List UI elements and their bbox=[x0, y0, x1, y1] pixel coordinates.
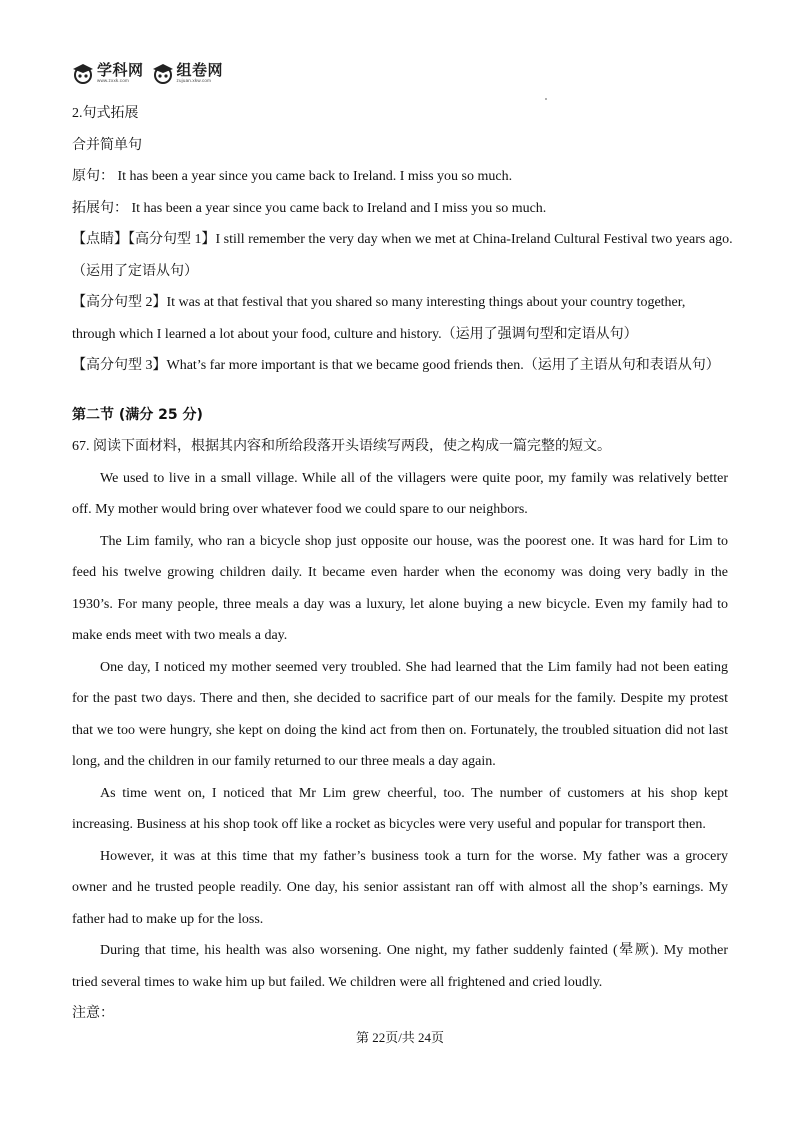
graduation-cap-icon bbox=[72, 62, 94, 84]
paragraph-line: long, and the children in our family returned to our three meals a day again. bbox=[72, 754, 496, 769]
pattern-note: （运用了定语从句） bbox=[72, 263, 198, 279]
subheading: 合并简单句 bbox=[72, 137, 142, 153]
sentence-pattern-3: 【高分句型 3】What’s far more important is that we became good friends then.（运用了主语从句和表语从句） bbox=[72, 358, 720, 373]
original-sentence: 原句： It has been a year since you came back to Ireland. I miss you so much. bbox=[72, 169, 513, 184]
paragraph-line: for the past two days. There and then, she decided to sacrifice part of our meals for the family. Despite my protest bbox=[72, 691, 728, 706]
note-label: 注意： bbox=[72, 1006, 114, 1021]
paragraph-line: During that time, his health was also worsening. One night, my father suddenly fainted (晕厥). My mother bbox=[100, 943, 728, 958]
paragraph-line: The Lim family, who ran a bicycle shop just opposite our house, was the poorest one. It was hard for Lim to bbox=[100, 533, 728, 549]
expanded-sentence: 拓展句： It has been a year since you came back to Ireland and I miss you so much. bbox=[72, 200, 547, 216]
paragraph-line: 1930’s. For many people, three meals a day was a luxury, let alone buying a new bicycle. Even my family had to bbox=[72, 596, 728, 612]
paragraph-line: We used to live in a small village. While all of the villagers were quite poor, my family was relatively better bbox=[100, 470, 728, 486]
xuekewang-logo bbox=[72, 62, 144, 84]
sentence-pattern-2-cont: through which I learned a lot about your food, culture and history.（运用了强调句型和定语从句） bbox=[72, 326, 638, 342]
header-logos bbox=[72, 58, 223, 88]
paragraph-line: father had to make up for the loss. bbox=[72, 911, 264, 927]
section-title: 第二节 (满分 25 分) bbox=[72, 406, 203, 423]
paragraph-line: feed his twelve growing children daily. It became even harder when the economy was doing very badly in the bbox=[72, 565, 728, 580]
logo-name: 组卷网 bbox=[176, 60, 224, 79]
section-heading: 2.句式拓展 bbox=[72, 106, 139, 121]
paragraph-line: make ends meet with two meals a day. bbox=[72, 628, 288, 643]
sentence-pattern-1: 【点睛】【高分句型 1】I still remember the very day when we met at China-Ireland Cultural Festival two years ago. bbox=[72, 232, 733, 247]
page-number: 第 22页/共 24页 bbox=[355, 1030, 445, 1045]
question-instruction: 67. 阅读下面材料，根据其内容和所给段落开头语续写两段，使之构成一篇完整的短文。 bbox=[72, 439, 611, 454]
graduation-cap-icon bbox=[152, 62, 174, 84]
zujuanwang-logo bbox=[152, 62, 224, 84]
paragraph-line: that we too were hungry, she kept on doing the kind act from then on. Fortunately, the troubled situation did not last bbox=[72, 722, 728, 738]
paragraph-line: increasing. Business at his shop took off like a rocket as bicycles were very useful and popular for transport then. bbox=[72, 817, 706, 832]
sentence-pattern-2: 【高分句型 2】It was at that festival that you shared so many interesting things about your country together, bbox=[72, 295, 686, 310]
logo-url: www.zxxk.com bbox=[97, 77, 129, 83]
paragraph-line: As time went on, I noticed that Mr Lim grew cheerful, too. The number of customers at his shop kept bbox=[100, 785, 728, 801]
paragraph-line: tried several times to wake him up but failed. We children were all frightened and cried loudly. bbox=[72, 974, 603, 990]
paragraph-line: One day, I noticed my mother seemed very troubled. She had learned that the Lim family had not been eating bbox=[100, 659, 728, 675]
document-body bbox=[72, 98, 733, 1030]
paragraph-line: However, it was at this time that my father’s business took a turn for the worse. My father was a grocery bbox=[100, 848, 728, 864]
paragraph-line: off. My mother would bring over whatever food we could spare to our neighbors. bbox=[72, 502, 528, 517]
logo-name: 学科网 bbox=[97, 60, 144, 79]
paragraph-line: owner and he trusted people readily. One day, his senior assistant ran off with almost all the shop’s earnings. My bbox=[72, 880, 728, 895]
logo-url: zujuan.xkw.com bbox=[176, 77, 212, 83]
